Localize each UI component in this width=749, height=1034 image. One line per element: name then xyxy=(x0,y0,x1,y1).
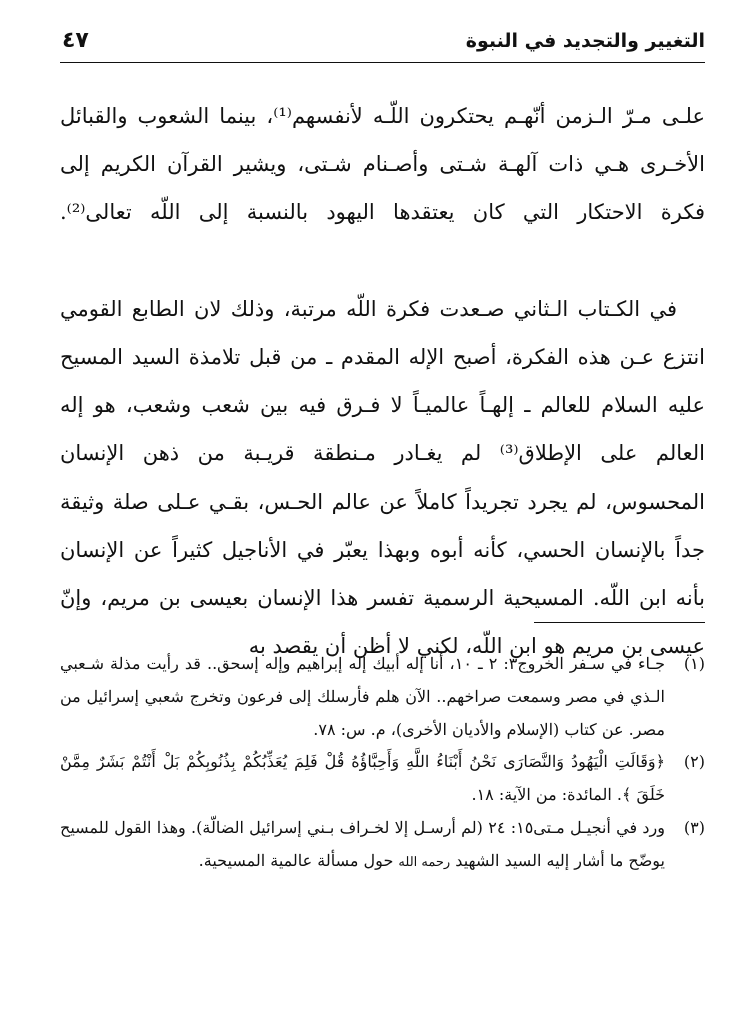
body-text xyxy=(60,92,705,670)
footnote-text-part: حول مسألة عالمية المسيحية. xyxy=(198,850,394,870)
paragraph-2: في الكـتاب الـثاني صـعدت فكرة اللّه مرتبة، وذلك لان الطابع القومي انتزع عـن هذه الفكرة، أصبح الإله المقدم ـ من قبل تلامذة السيد المسيح عليه السلام للعالم ـ إلهـاً عالميـاً لا فـرق فيه بين شعب وشعب، هو إله العالم على الإطلاق⁽³⁾ لم يغـادر مـنطقة قريـبة من ذهن الإنسان المحسوس، لم يجرد تجريداً كاملاً عن عالم الحـس، بقـي عـلى صلة وثيقة جداً بالإنسان الحسي، كأنه أبوه وبهذا يعبّر في الأناجيل كثيراً عن الإنسان بأنه ابن اللّه. المسيحية الرسمية تفسر هذا الإنسان بعيسى بن مريم، وإنّ عيسى بن مريم هو ابن اللّه، لكني لا أظن أن يقصد به xyxy=(60,296,705,659)
paragraph-1: علـى مـرّ الـزمن أنّهـم يحتكرون اللّـه لأنفسهم⁽¹⁾، بينما الشعوب والقبائل الأخـرى هـي ذات آلهـة شـتى وأصـنام شـتى، ويشير القرآن الكريم إلى فكرة الاحتكار التي كان يعتقدها اليهود بالنسبة إلى اللّه تعالى⁽²⁾. xyxy=(60,104,705,225)
footnote-separator xyxy=(534,622,705,623)
footnote-text-part: ورد في أنجيـل مـتى١٥: ٢٤ (لم أرسـل إلا لخـراف بـني إسرائيل الضالّة). وهذا القول للمسيح يوضّح ما أشار إليه السيد الشهيد xyxy=(60,817,665,870)
honorific-mark: رحمه الله xyxy=(398,854,451,870)
footnote-3 xyxy=(60,812,705,880)
footnote-1 xyxy=(60,648,705,746)
book-title: التغيير والتجديد في النبوة xyxy=(465,30,705,52)
footnotes xyxy=(60,648,705,880)
footnote-number: (٢) xyxy=(683,752,705,772)
header-rule xyxy=(60,62,705,63)
footnote-2 xyxy=(60,746,705,812)
running-header xyxy=(60,26,705,62)
footnote-number: (١) xyxy=(683,654,705,673)
page-number: ٤٧ xyxy=(62,28,89,53)
footnote-number: (٣) xyxy=(683,817,705,837)
footnote-text xyxy=(60,812,665,880)
footnote-text: ﴿وَقَالَتِ الْيَهُودُ وَالنَّصَارَى نَحْنُ أَبْنَاءُ اللَّهِ وَأَحِبَّاؤُهُ قُلْ فَلِمَ يُعَذِّبُكُمْ بِذُنُوبِكُمْ بَلْ أَنْتُمْ بَشَرٌ مِمَّنْ خَلَقَ ﴾. المائدة: من الآية: ١٨. xyxy=(60,752,665,805)
footnote-text: جـاء في سـفر الخروج٣: ٢ ـ ١٠، أنا إله أبيك إله إبراهيم وإله إسحق.. قد رأيت مذلة شـعبي الـذي في مصر وسمعت صراخهم.. الآن هلم فأرسلك إلى فرعون وتخرج شعبي إسرائيل من مصر. عن كتاب (الإسلام والأديان الأخرى)، م. س: ٧٨. xyxy=(60,654,666,739)
